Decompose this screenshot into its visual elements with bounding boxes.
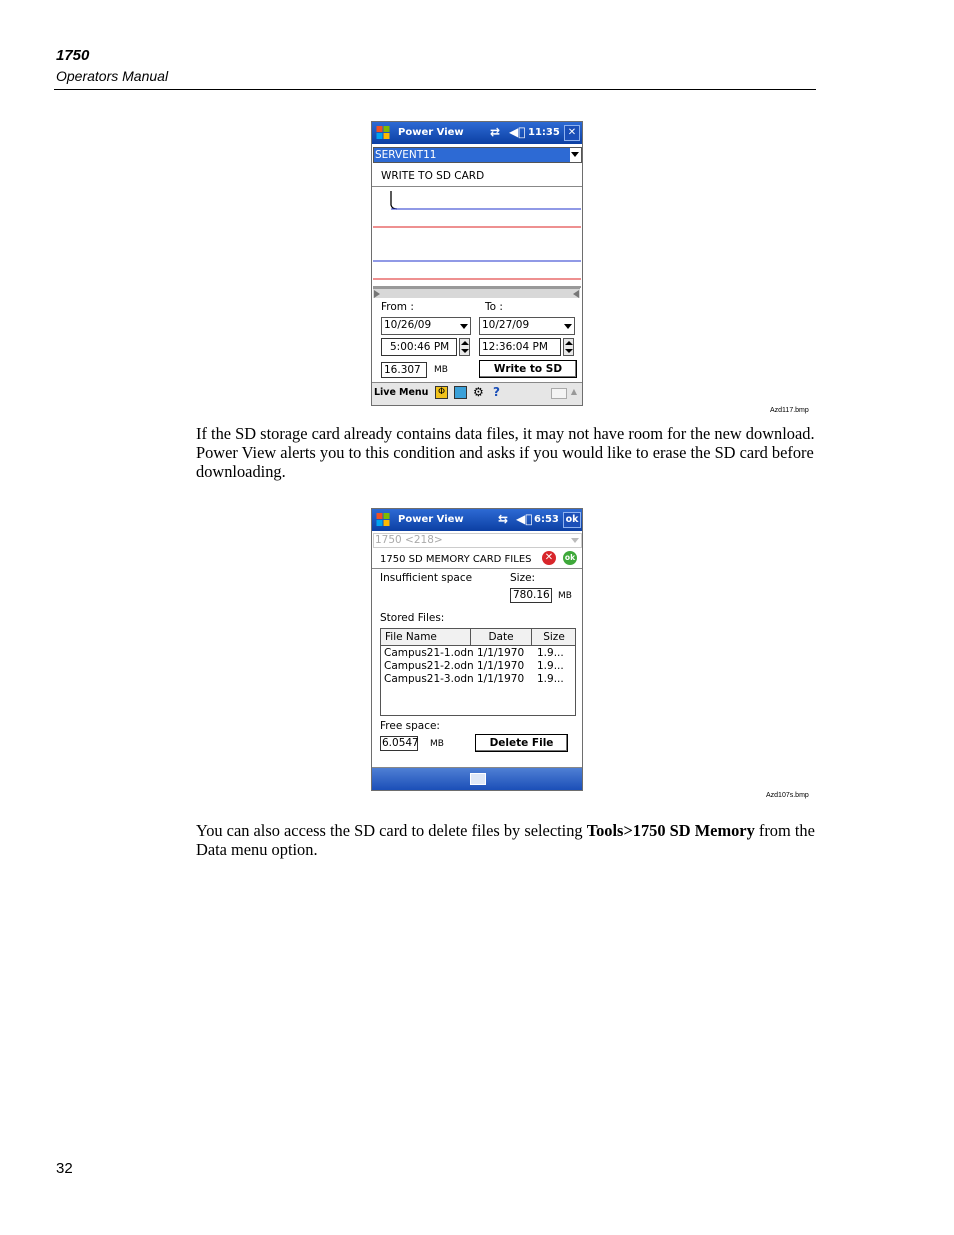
close-button[interactable]: ✕: [564, 125, 580, 141]
divider: [372, 568, 582, 569]
size-field: [381, 362, 427, 378]
from-time-field[interactable]: [381, 338, 457, 356]
stored-files-label: Stored Files:: [380, 612, 445, 624]
cell-date: 1/1/1970: [477, 660, 525, 672]
figure-caption-1: Azd117.bmp: [770, 407, 809, 414]
cell-date: 1/1/1970: [477, 647, 525, 659]
sync-icon[interactable]: ⇄: [490, 125, 501, 139]
cancel-icon[interactable]: ✕: [542, 551, 556, 565]
free-space-field: [380, 736, 418, 751]
device-select-value: SERVENT11: [374, 148, 570, 162]
manual-model: 1750: [56, 47, 90, 64]
to-date-select[interactable]: [479, 317, 575, 335]
insufficient-space-label: Insufficient space: [380, 572, 473, 584]
paragraph-2: [196, 821, 821, 859]
chevron-down-icon: [460, 324, 468, 329]
menu-path: Tools>1750 SD Memory: [586, 821, 755, 840]
free-space-unit: MB: [430, 739, 444, 749]
arrow-up-icon[interactable]: [565, 341, 573, 345]
size-unit: MB: [434, 365, 448, 375]
device-select[interactable]: [373, 147, 582, 163]
chevron-down-icon: [564, 324, 572, 329]
paragraph-2-text: You can also access the SD card to delete files by selecting: [196, 821, 587, 840]
table-header: [381, 629, 575, 646]
clock[interactable]: 11:35: [528, 127, 560, 138]
arrow-down-icon[interactable]: [461, 349, 469, 353]
to-date-value: 10/27/09: [482, 319, 530, 331]
menu-live[interactable]: Live: [374, 387, 396, 398]
delete-file-button[interactable]: Delete File: [475, 734, 568, 752]
volume-icon[interactable]: ◀ﾞ: [516, 512, 533, 526]
volume-icon[interactable]: ◀ﾞ: [509, 125, 526, 139]
to-label: To :: [485, 301, 503, 313]
title-bar: [372, 509, 582, 531]
header-rule: [54, 89, 816, 90]
stored-files-table[interactable]: [380, 628, 576, 716]
graph-scrollbar[interactable]: [373, 288, 580, 298]
size-value: 16.307: [384, 364, 421, 376]
size-field: [510, 588, 552, 603]
to-time-field[interactable]: [479, 338, 561, 356]
scroll-right-icon[interactable]: [573, 290, 579, 298]
trend-graph[interactable]: [373, 187, 581, 299]
clock[interactable]: 6:53: [534, 514, 559, 525]
fluke-logo-icon[interactable]: Φ: [435, 386, 448, 399]
paragraph-1: If the SD storage card already contains data files, it may not have room for the new download. Power View alerts you to this condition and asks if you would like to erase the SD card before downloading.: [196, 424, 815, 481]
from-time-stepper[interactable]: [459, 338, 470, 356]
scroll-left-icon[interactable]: [374, 290, 380, 298]
to-time-value: 12:36:04 PM: [482, 341, 548, 353]
page-number: 32: [56, 1160, 73, 1177]
cell-date: 1/1/1970: [477, 673, 525, 685]
chart-icon[interactable]: [454, 386, 467, 399]
cell-file-name: Campus21-1.odn: [384, 647, 474, 659]
menu-bar: [372, 382, 582, 405]
cell-size: 1.9...: [537, 673, 564, 685]
cell-size: 1.9...: [537, 647, 564, 659]
cell-file-name: Campus21-2.odn: [384, 660, 474, 672]
table-row[interactable]: [381, 660, 575, 673]
title-bar: [372, 122, 582, 144]
section-title: WRITE TO SD CARD: [381, 170, 485, 182]
table-row[interactable]: [381, 647, 575, 660]
menu-menu[interactable]: Menu: [399, 387, 429, 398]
paragraph-2-end: from the Data menu option.: [196, 821, 815, 859]
arrow-up-icon[interactable]: [461, 341, 469, 345]
free-space-value: 6.0547: [382, 737, 419, 749]
section-title: 1750 SD MEMORY CARD FILES: [380, 554, 532, 565]
screenshot-write-to-sd: [371, 121, 583, 406]
keyboard-up-icon[interactable]: ▲: [570, 387, 577, 396]
menu-bar: [372, 767, 582, 790]
ok-button[interactable]: ok: [563, 512, 581, 528]
manual-subtitle: Operators Manual: [56, 68, 169, 84]
cell-file-name: Campus21-3.odn: [384, 673, 474, 685]
cell-size: 1.9...: [537, 660, 564, 672]
write-to-sd-button[interactable]: Write to SD: [479, 360, 577, 378]
ok-icon[interactable]: ok: [563, 551, 577, 565]
chevron-down-icon: [571, 538, 579, 543]
column-file-name[interactable]: File Name: [385, 631, 437, 643]
keyboard-icon[interactable]: [470, 773, 486, 785]
app-title: Power View: [398, 514, 464, 525]
settings-icon[interactable]: ⚙: [473, 385, 484, 399]
arrow-down-icon[interactable]: [565, 349, 573, 353]
free-space-label: Free space:: [380, 720, 440, 732]
table-row[interactable]: [381, 673, 575, 686]
from-date-value: 10/26/09: [384, 319, 432, 331]
from-time-value: 5:00:46 PM: [390, 341, 450, 353]
windows-start-icon[interactable]: [375, 125, 392, 141]
keyboard-icon[interactable]: [551, 388, 567, 399]
no-sync-icon[interactable]: ⇆: [498, 512, 509, 526]
size-label: Size:: [510, 572, 536, 584]
size-unit: MB: [558, 591, 572, 601]
to-time-stepper[interactable]: [563, 338, 574, 356]
windows-start-icon[interactable]: [375, 512, 392, 528]
device-select-value: 1750 <218>: [375, 534, 443, 546]
help-icon[interactable]: ?: [493, 385, 500, 399]
size-value: 780.16: [513, 589, 550, 601]
device-select: [373, 533, 582, 548]
screenshot-sd-memory-files: [371, 508, 583, 791]
from-date-select[interactable]: [381, 317, 471, 335]
figure-caption-2: Azd107s.bmp: [766, 792, 809, 799]
column-date[interactable]: Date: [470, 629, 531, 645]
app-title: Power View: [398, 127, 464, 138]
from-label: From :: [381, 301, 414, 313]
column-size[interactable]: Size: [531, 629, 576, 645]
chevron-down-icon: [571, 152, 579, 157]
